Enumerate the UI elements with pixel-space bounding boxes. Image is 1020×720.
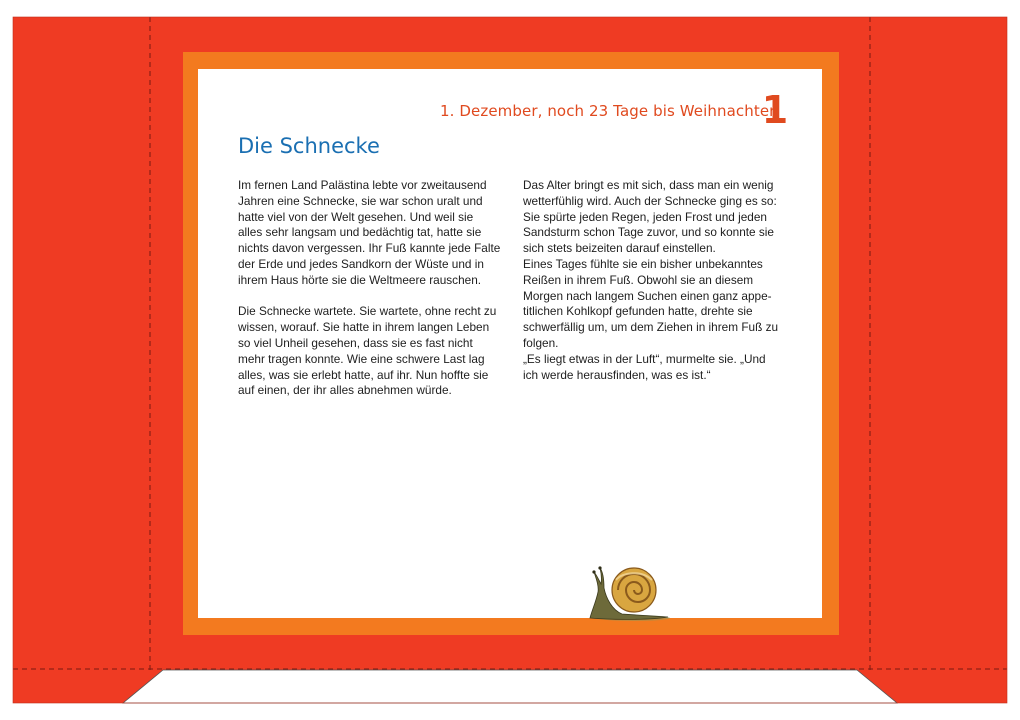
bottom-tab-white [123, 670, 897, 703]
day-number: 1 [761, 88, 789, 132]
story-title: Die Schnecke [238, 134, 380, 158]
paragraph: Das Alter bringt es mit sich, dass man ein wenig wetterfühlig wird. Auch der Schnecke ging es so: Sie spürte jeden Regen, jeden Frost und jeden Sandsturm schon Tage zuvor, und so konnte sie sich stets beizeiten darauf einstellen. [523, 178, 777, 256]
paragraph: Die Schnecke wartete. Sie wartete, ohne recht zu wissen, worauf. Sie hatte in ihrem langen Leben so viel Unheil gesehen, dass sie es fast nicht mehr tragen konnte. Wie eine schwere Last lag alles, was sie erlebt hatte, auf ihr. Nun hoffte sie auf einen, der ihr alles abnehmen würde. [238, 304, 497, 398]
date-heading: 1. Dezember, noch 23 Tage bis Weihnachten [440, 102, 779, 120]
paragraph: Eines Tages fühlte sie ein bisher unbekanntes Reißen in ihrem Fuß. Obwohl sie an diesem Morgen nach langem Suchen einen ganz appe- titlichen Kohlkopf gefunden hatte, drehte sie schwerfällig um, um dem Ziehen in ihrem Fuß zu folgen. [523, 256, 779, 350]
snail-icon [582, 562, 674, 622]
text-column-left [238, 178, 502, 399]
paragraph: Im fernen Land Palästina lebte vor zweitausend Jahren eine Schnecke, sie war schon uralt und hatte viel von der Welt gesehen. Und weil sie alles sehr langsam und bedächtig tat, hatte sie nichts davon vergessen. Ihr Fuß kannte jede Falte der Erde und jedes Sandkorn der Wüste und in ihrem Haus hörte sie die Weltmeere rauschen. [238, 178, 501, 287]
paragraph: „Es liegt etwas in der Luft“, murmelte sie. „Und ich werde herausfinden, was es ist.“ [523, 351, 766, 382]
text-column-right [523, 178, 787, 383]
